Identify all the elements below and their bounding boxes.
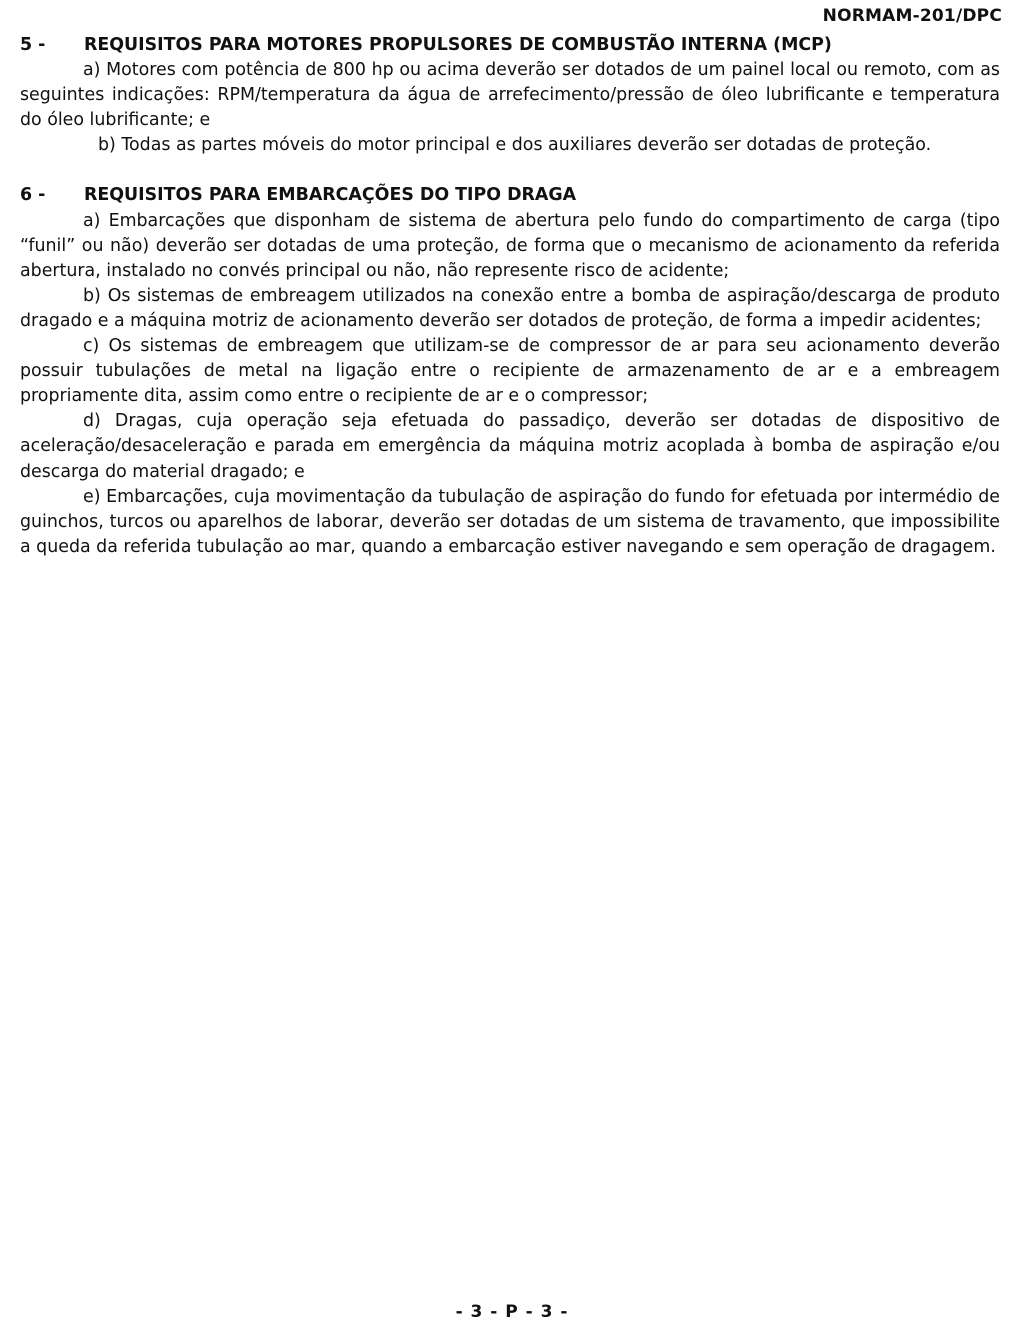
paragraph-5b: b) Todas as partes móveis do motor principal e dos auxiliares deverão ser dotadas de proteção. bbox=[98, 135, 932, 156]
section-heading bbox=[20, 33, 1000, 58]
section-heading bbox=[20, 183, 1000, 208]
document-id-header: NORMAM-201/DPC bbox=[822, 6, 1002, 26]
section-number: 5 - bbox=[20, 35, 46, 55]
section-number: 6 - bbox=[20, 185, 46, 206]
paragraph-6b: b) Os sistemas de embreagem utilizados na conexão entre a bomba de aspiração/descarga de produto dragado e a máquina motriz de acionamento deverão ser dotados de proteção, de forma a impedir acidentes; bbox=[20, 285, 1000, 331]
section-title: REQUISITOS PARA MOTORES PROPULSORES DE COMBUSTÃO INTERNA (MCP) bbox=[84, 35, 832, 55]
section-title: REQUISITOS PARA EMBARCAÇÕES DO TIPO DRAGA bbox=[84, 185, 577, 206]
paragraph-6d: d) Dragas, cuja operação seja efetuada do passadiço, deverão ser dotadas de dispositivo de aceleração/desaceleração e parada em emergência da máquina motriz acoplada à bomba de aspiração e/ou descarga do material dragado; e bbox=[20, 411, 1000, 482]
paragraph-6e: e) Embarcações, cuja movimentação da tubulação de aspiração do fundo for efetuada por intermédio de guinchos, turcos ou aparelhos de laborar, deverão ser dotadas de um sistema de travamento, que impossibilite a queda da referida tubulação ao mar, quando a embarcação estiver navegando e sem operação de dragagem. bbox=[20, 486, 1000, 557]
paragraph-6a: a) Embarcações que disponham de sistema de abertura pelo fundo do compartimento de carga (tipo “funil” ou não) deverão ser dotadas de uma proteção, de forma que o mecanismo de acionamento da referida abertura, instalado no convés principal ou não, não represente risco de acidente; bbox=[20, 210, 1000, 281]
paragraph-6c: c) Os sistemas de embreagem que utilizam-se de compressor de ar para seu acionamento deverão possuir tubulações de metal na ligação entre o recipiente de armazenamento de ar e a embreagem propriamente dita, assim como entre o recipiente de ar e o compressor; bbox=[20, 336, 1000, 407]
document-body bbox=[20, 33, 1000, 560]
page-number-footer: - 3 - P - 3 - bbox=[455, 1302, 569, 1322]
paragraph-5a: a) Motores com potência de 800 hp ou acima deverão ser dotados de um painel local ou remoto, com as seguintes indicações: RPM/temperatura da água de arrefecimento/pressão de óleo lubrificante e temperatura do óleo lubrificante; e bbox=[20, 60, 1000, 131]
section-6 bbox=[20, 183, 1000, 559]
section-5 bbox=[20, 33, 1000, 158]
